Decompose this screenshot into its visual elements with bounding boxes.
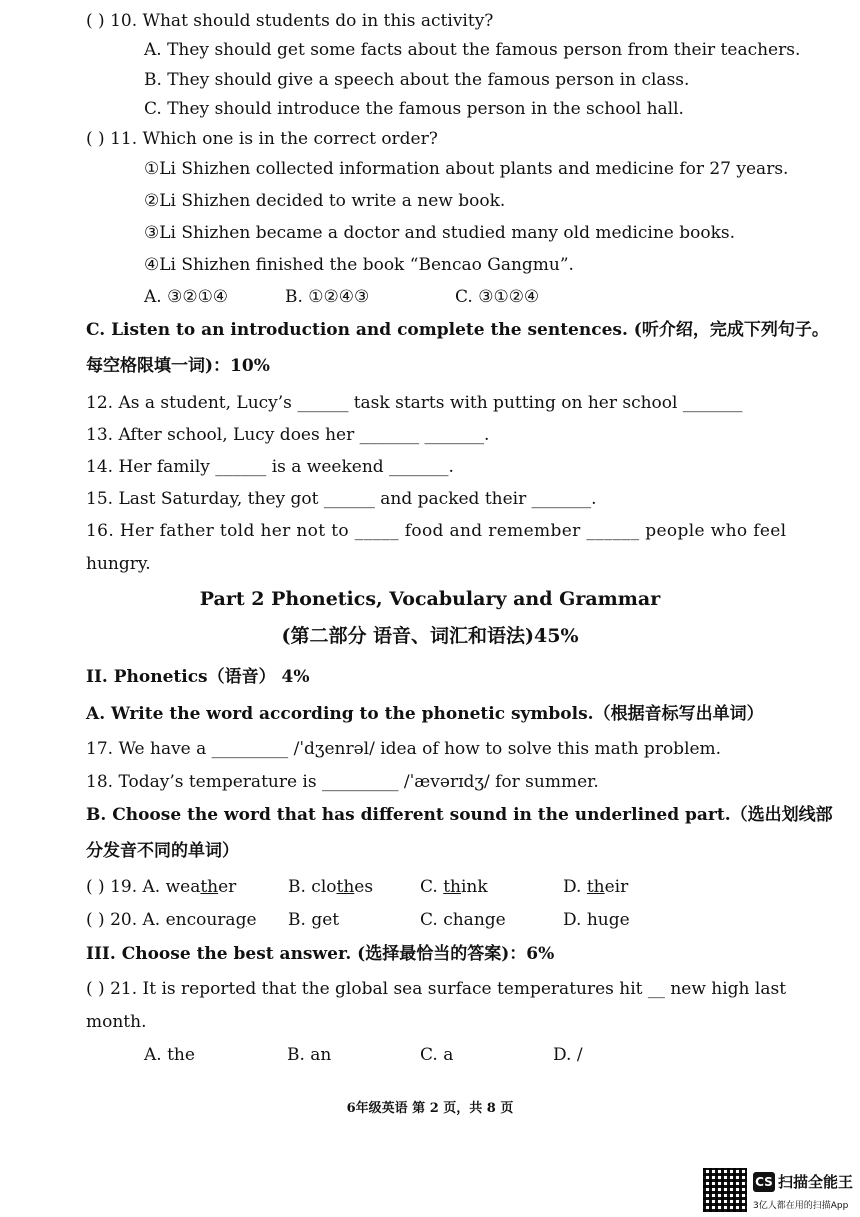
q19-option-c: C. think bbox=[420, 877, 488, 897]
q15: 15. Last Saturday, they got ______ and packed their _______. bbox=[86, 489, 597, 509]
q21-stem-cont: month. bbox=[86, 1012, 147, 1032]
q20-option-c: C. change bbox=[420, 910, 506, 930]
q11-statement-3: ③Li Shizhen became a doctor and studied many old medicine books. bbox=[144, 223, 736, 243]
q14: 14. Her family ______ is a weekend _______. bbox=[86, 457, 454, 477]
q10-option-c: C. They should introduce the famous person in the school hall. bbox=[144, 99, 684, 119]
q11-statement-2: ②Li Shizhen decided to write a new book. bbox=[144, 191, 506, 211]
part2-subtitle: (第二部分 语音、词汇和语法)45% bbox=[281, 625, 579, 647]
grammar-title: III. Choose the best answer. (选择最恰当的答案)：6% bbox=[86, 944, 555, 964]
q17: 17. We have a _________ /ˈdʒenrəl/ idea of how to solve this math problem. bbox=[86, 739, 722, 759]
brand-name: 扫描全能王 bbox=[778, 1173, 854, 1191]
qr-code-icon bbox=[703, 1168, 747, 1212]
q11-stem: ( ) 11. Which one is in the correct order? bbox=[86, 129, 438, 149]
section-c-title-cont: 每空格限填一词)：10% bbox=[86, 356, 270, 376]
scanner-watermark bbox=[703, 1168, 853, 1212]
q10-option-a: A. They should get some facts about the famous person from their teachers. bbox=[144, 40, 801, 60]
phonetics-b-title: B. Choose the word that has different sound in the underlined part.（选出划线部 bbox=[86, 805, 833, 825]
q16-cont: hungry. bbox=[86, 554, 151, 574]
q12: 12. As a student, Lucy’s ______ task starts with putting on her school _______ bbox=[86, 393, 743, 413]
q21-option-a: A. the bbox=[144, 1045, 195, 1065]
q19-option-b: B. clothes bbox=[288, 877, 374, 897]
q20-option-d: D. huge bbox=[563, 910, 630, 930]
phonetics-title: II. Phonetics（语音） 4% bbox=[86, 667, 310, 687]
brand-tagline: 3亿人都在用的扫描App bbox=[753, 1201, 849, 1211]
q19-option-d: D. their bbox=[563, 877, 629, 897]
q11-option-a: A. ③②①④ bbox=[144, 287, 229, 307]
q11-statement-4: ④Li Shizhen finished the book “Bencao Gangmu”. bbox=[144, 255, 574, 275]
q11-statement-1: ①Li Shizhen collected information about plants and medicine for 27 years. bbox=[144, 159, 789, 179]
q20-option-b: B. get bbox=[288, 910, 340, 930]
q20-option-a: ( ) 20. A. encourage bbox=[86, 910, 257, 930]
page-footer: 6年级英语 第 2 页，共 8 页 bbox=[346, 1101, 514, 1116]
q16: 16. Her father told her not to _____ food and remember ______ people who feel bbox=[86, 521, 787, 541]
q10-stem: ( ) 10. What should students do in this activity? bbox=[86, 11, 494, 31]
q21-option-b: B. an bbox=[287, 1045, 332, 1065]
camscanner-logo-icon: CS bbox=[753, 1172, 775, 1192]
q21-stem: ( ) 21. It is reported that the global sea surface temperatures hit __ new high last bbox=[86, 979, 787, 999]
q19-option-a: ( ) 19. A. weather bbox=[86, 877, 237, 897]
phonetics-a-title: A. Write the word according to the phonetic symbols.（根据音标写出单词） bbox=[86, 704, 764, 724]
q10-option-b: B. They should give a speech about the famous person in class. bbox=[144, 70, 690, 90]
q11-option-c: C. ③①②④ bbox=[455, 287, 540, 307]
phonetics-b-title-cont: 分发音不同的单词） bbox=[86, 841, 239, 861]
q21-option-c: C. a bbox=[420, 1045, 454, 1065]
q13: 13. After school, Lucy does her _______ _______. bbox=[86, 425, 490, 445]
q11-option-b: B. ①②④③ bbox=[285, 287, 370, 307]
q21-option-d: D. / bbox=[553, 1045, 583, 1065]
q18: 18. Today’s temperature is _________ /ˈævərɪdʒ/ for summer. bbox=[86, 772, 599, 792]
section-c-title: C. Listen to an introduction and complete the sentences. (听介绍，完成下列句子。 bbox=[86, 320, 829, 340]
part2-title: Part 2 Phonetics, Vocabulary and Grammar bbox=[199, 588, 661, 610]
